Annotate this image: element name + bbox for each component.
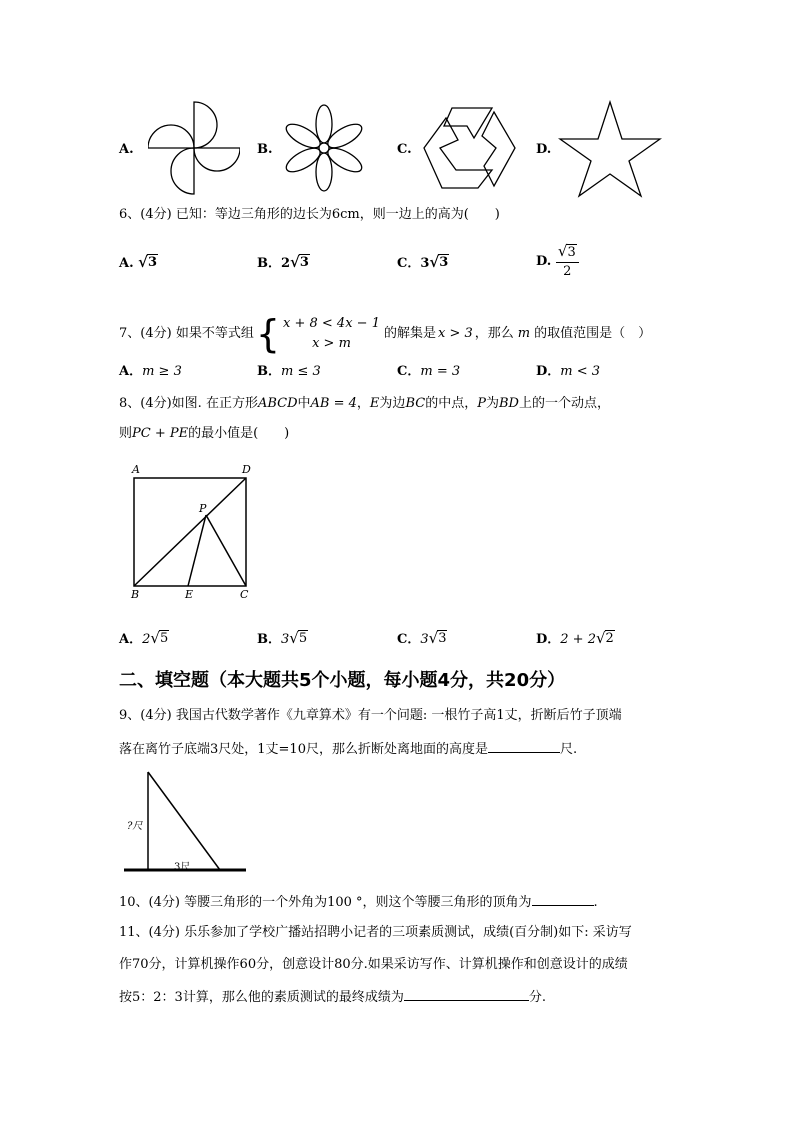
q5-option-d-label[interactable]: D. <box>536 142 552 157</box>
text: 10、(4分) 等腰三角形的一个外角为100 °，则这个等腰三角形的顶角为 <box>119 895 532 910</box>
radicand: 3 <box>438 631 447 646</box>
text: 落在离竹子底端3尺处，1丈=10尺，那么折断处离地面的高度是 <box>119 742 488 757</box>
sqrt-expression: √ 5 <box>150 629 169 647</box>
vertex-b-label: B <box>131 588 140 601</box>
q7-suffix2: 的取值范围是（ ） <box>534 326 652 341</box>
q6-option-d[interactable] <box>536 242 579 281</box>
coefficient: 3 <box>281 632 290 647</box>
q6-option-c[interactable] <box>397 252 449 274</box>
inequality-system <box>283 314 380 354</box>
q7-solution: x > 3 <box>437 326 473 341</box>
text: 的最小值是( ) <box>188 426 290 441</box>
q7-suffix: ，那么 <box>474 326 514 341</box>
radicand: 5 <box>298 631 308 646</box>
answer-blank[interactable] <box>404 986 529 1001</box>
q5-option-c-label[interactable]: C. <box>397 142 412 157</box>
q8-stem-line2 <box>119 424 289 444</box>
vertex-a-label: A <box>132 463 140 476</box>
text: 按5：2：3计算，那么他的素质测试的最终成绩为 <box>119 990 404 1005</box>
text: 8、(4分)如图. 在正方形 <box>119 396 258 411</box>
q11-stem-line1: 11、(4分) 乐乐参加了学校广播站招聘小记者的三项素质测试，成绩(百分制)如下: 采访写 <box>119 925 632 940</box>
option-expr: 2 + 2 <box>560 632 596 647</box>
inequality-2: x > m <box>312 336 351 351</box>
option-label: C． <box>397 256 421 271</box>
option-label: D． <box>536 632 561 647</box>
point-p-label: P <box>199 502 207 515</box>
option-label: D． <box>536 364 561 379</box>
option-label: A． <box>119 632 143 647</box>
q8-option-a[interactable] <box>119 628 169 650</box>
q6-option-b[interactable] <box>257 252 310 274</box>
sqrt-expression: √ 3 <box>428 629 447 647</box>
text: 尺. <box>559 742 578 757</box>
vertex-c-label: C <box>240 588 249 601</box>
math: P <box>477 396 486 411</box>
answer-blank[interactable] <box>532 891 594 906</box>
radicand: 5 <box>159 631 169 646</box>
brace-icon: { <box>255 312 281 356</box>
sqrt-expression: √ 3 <box>429 253 449 271</box>
radicand: 2 <box>605 631 614 646</box>
q7-option-b[interactable] <box>257 362 321 382</box>
inequality-1: x + 8 < 4x − 1 <box>283 316 380 331</box>
option-label: C． <box>397 632 421 647</box>
math: E <box>369 396 380 411</box>
coefficient: 2 <box>142 632 151 647</box>
q7-variable: m <box>517 326 531 341</box>
math: BC <box>405 396 426 411</box>
coefficient: 2 <box>281 256 291 271</box>
point-e-label: E <box>185 588 194 601</box>
q7-option-a[interactable] <box>119 362 182 382</box>
text: . <box>593 895 598 910</box>
q11-stem-line3 <box>119 986 546 1008</box>
height-label: ?尺 <box>127 821 143 832</box>
q7-middle: 的解集是 <box>383 326 436 341</box>
q8-option-d[interactable] <box>536 628 615 650</box>
option-label: A． <box>119 364 143 379</box>
q7-option-d[interactable] <box>536 362 600 382</box>
text: 中 <box>297 396 311 411</box>
option-expr: m ≥ 3 <box>142 364 182 379</box>
q6-option-a[interactable] <box>119 252 158 274</box>
q7-prefix: 7、(4分) 如果不等式组 <box>119 326 254 341</box>
q6-stem: 6、(4分) 已知：等边三角形的边长为6cm，则一边上的高为( ) <box>119 207 500 222</box>
section-heading: 二、填空题（本大题共5个小题，每小题4分，共20分） <box>119 670 566 691</box>
text: 为 <box>485 396 499 411</box>
math: BD <box>498 396 519 411</box>
flower-figure <box>283 102 365 194</box>
radicand: 3 <box>567 245 576 260</box>
option-expr: m ≤ 3 <box>281 364 321 379</box>
option-label: A. <box>119 256 134 271</box>
vertex-d-label: D <box>242 463 251 476</box>
sqrt-expression: √ 2 <box>595 629 614 647</box>
text: 的中点， <box>425 396 478 411</box>
coefficient: 3 <box>420 632 429 647</box>
text: 为边 <box>379 396 406 411</box>
math: ABCD <box>257 396 298 411</box>
q5-option-a-label[interactable]: A. <box>119 142 134 157</box>
radicand: 3 <box>299 255 309 270</box>
q7-stem <box>119 314 651 354</box>
coefficient: 3 <box>420 256 430 271</box>
sqrt-expression: √ 3 <box>138 253 158 271</box>
q8-option-b[interactable] <box>257 628 308 650</box>
base-label: 3尺 <box>174 862 191 873</box>
q9-stem-line2 <box>119 738 577 760</box>
q7-option-c[interactable] <box>397 362 460 382</box>
text: 分. <box>528 990 546 1005</box>
pinwheel-figure <box>148 100 240 196</box>
text: ， <box>356 396 370 411</box>
q10-stem <box>119 891 598 913</box>
option-label: B． <box>257 256 281 271</box>
denominator: 2 <box>563 264 572 279</box>
radicand: 3 <box>148 255 158 270</box>
square-diagram <box>128 470 253 588</box>
text: 则 <box>119 426 133 441</box>
option-label: B． <box>257 364 281 379</box>
q11-stem-line2: 作70分，计算机操作60分，创意设计80分.如果采访写作、计算机操作和创意设计的成绩 <box>119 957 628 972</box>
q8-option-c[interactable] <box>397 628 447 650</box>
q8-stem-line1 <box>119 394 610 414</box>
sqrt-expression: √ 5 <box>289 629 308 647</box>
option-label: D. <box>536 253 552 269</box>
option-label: B． <box>257 632 281 647</box>
recycle-hexagon-figure <box>422 106 517 190</box>
q5-option-b-label[interactable]: B. <box>257 142 273 157</box>
answer-blank[interactable] <box>488 738 560 753</box>
fraction <box>556 242 579 281</box>
q9-stem-line1: 9、(4分) 我国古代数学著作《九章算术》有一个问题: 一根竹子高1丈，折断后竹子顶端 <box>119 708 622 723</box>
text: 上的一个动点， <box>518 396 610 411</box>
option-label: C． <box>397 364 421 379</box>
radicand: 3 <box>439 255 449 270</box>
star-figure <box>558 100 662 198</box>
sqrt-expression: √ 3 <box>290 253 309 271</box>
option-expr: m < 3 <box>560 364 601 379</box>
option-expr: m = 3 <box>420 364 461 379</box>
math: AB = 4 <box>310 396 357 411</box>
math: PC + PE <box>132 426 189 441</box>
sqrt-expression: √ 3 <box>557 242 576 260</box>
